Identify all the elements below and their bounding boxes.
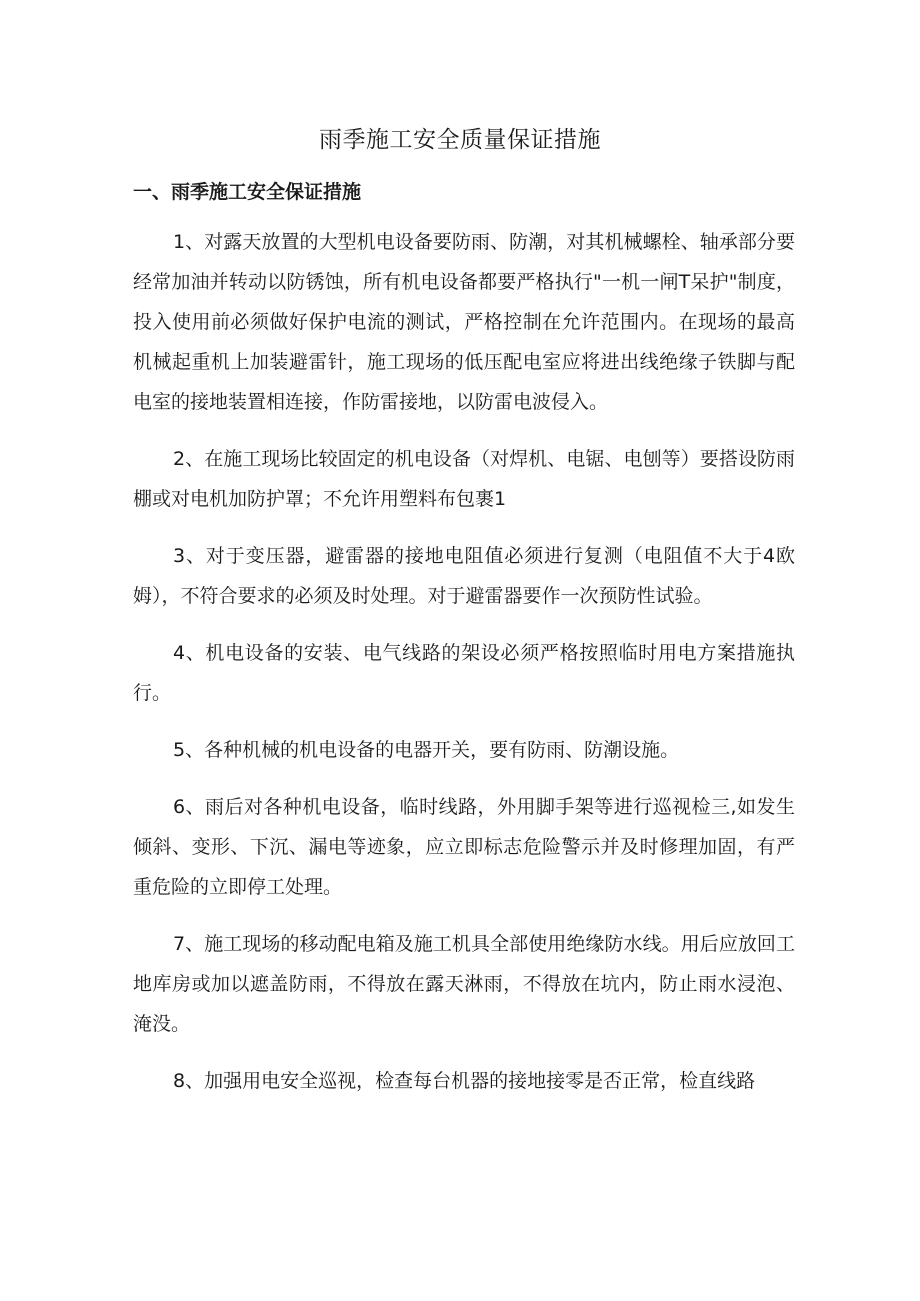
paragraph-4: 4、机电设备的安装、电气线路的架设必须严格按照临时用电方案措施执行。 [133, 642, 795, 704]
paragraph-3: 3、对于变压器，避雷器的接地电阻值必须进行复测（电阻值不大于4欧姆），不符合要求的必须及时处理。对于避雷器要作一次预防性试验。 [133, 545, 795, 607]
paragraph-1: 1、对露天放置的大型机电设备要防雨、防潮，对其机械螺栓、轴承部分要经常加油并转动以防锈蚀，所有机电设备都要严格执行"一机一闸T呆护"制度，投入使用前必须做好保护电流的测试，严格控制在允许范围内。在现场的最高机械起重机上加装避雷针，施工现场的低压配电室应将进出线绝缘子铁脚与配电室的接地装置相连接，作防雷接地，以防雷电波侵入。 [133, 231, 795, 413]
document-title: 雨季施工安全质量保证措施 [319, 127, 601, 153]
paragraph-7: 7、施工现场的移动配电箱及施工机具全部使用绝缘防水线。用后应放回工地库房或加以遮盖防雨，不得放在露天淋雨，不得放在坑内，防止雨水浸泡、淹没。 [133, 933, 795, 1035]
paragraph-2: 2、在施工现场比较固定的机电设备（对焊机、电锯、电刨等）要搭设防雨棚或对电机加防护罩；不允许用塑料布包裹1 [133, 448, 795, 510]
document-body [133, 222, 795, 1118]
paragraph-5: 5、各种机械的机电设备的电器开关，要有防雨、防潮设施。 [173, 739, 680, 761]
paragraph-8: 8、加强用电安全巡视，检查每台机器的接地接零是否正常，检直线路 [173, 1070, 756, 1092]
section-heading: 一、雨季施工安全保证措施 [133, 181, 362, 203]
paragraph-6: 6、雨后对各种机电设备，临时线路，外用脚手架等进行巡视检三,如发生倾斜、变形、下沉、漏电等迹象，应立即标志危险警示并及时修理加固，有严重危险的立即停工处理。 [133, 796, 795, 898]
